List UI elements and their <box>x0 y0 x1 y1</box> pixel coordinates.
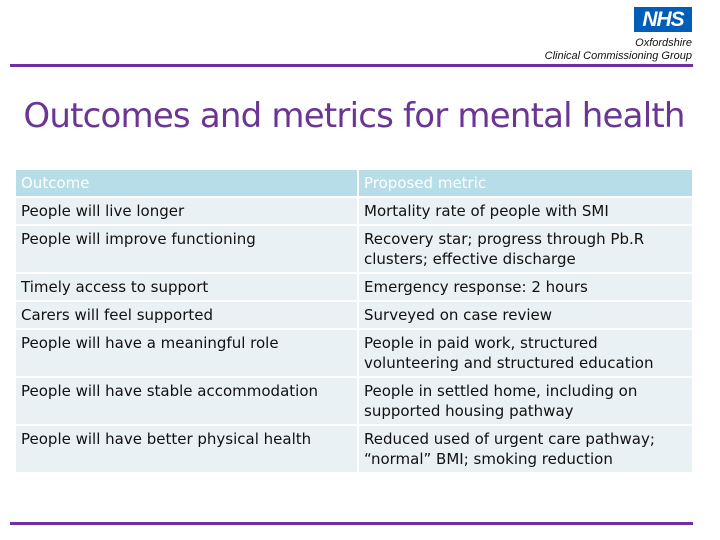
metric-cell: Surveyed on case review <box>359 302 692 328</box>
table-row <box>16 330 692 376</box>
header-outcome: Outcome <box>16 170 357 196</box>
table-row <box>16 274 692 300</box>
metric-cell: Recovery star; progress through Pb.R clusters; effective discharge <box>359 226 692 272</box>
bottom-divider <box>10 522 693 525</box>
table-header-row <box>16 170 692 196</box>
slide-title: Outcomes and metrics for mental health <box>23 96 685 136</box>
table-row <box>16 378 692 424</box>
header-proposed-metric: Proposed metric <box>359 170 692 196</box>
metric-cell: Mortality rate of people with SMI <box>359 198 692 224</box>
org-line-2: Clinical Commissioning Group <box>544 50 692 62</box>
top-divider <box>10 64 693 67</box>
table-row <box>16 226 692 272</box>
metric-cell: People in settled home, including on supported housing pathway <box>359 378 692 424</box>
outcome-cell: People will have better physical health <box>16 426 357 472</box>
metric-cell: People in paid work, structured volunteering and structured education <box>359 330 692 376</box>
outcome-cell: Timely access to support <box>16 274 357 300</box>
metric-cell: Reduced used of urgent care pathway; “normal” BMI; smoking reduction <box>359 426 692 472</box>
organisation-name <box>545 37 692 63</box>
outcomes-table <box>14 168 694 474</box>
outcome-cell: Carers will feel supported <box>16 302 357 328</box>
outcome-cell: People will have a meaningful role <box>16 330 357 376</box>
table-row <box>16 198 692 224</box>
outcome-cell: People will live longer <box>16 198 357 224</box>
org-line-1: Oxfordshire <box>635 37 692 49</box>
table-row <box>16 426 692 472</box>
outcome-cell: People will improve functioning <box>16 226 357 272</box>
outcome-cell: People will have stable accommodation <box>16 378 357 424</box>
nhs-logo: NHS <box>634 7 692 32</box>
table-row <box>16 302 692 328</box>
metric-cell: Emergency response: 2 hours <box>359 274 692 300</box>
